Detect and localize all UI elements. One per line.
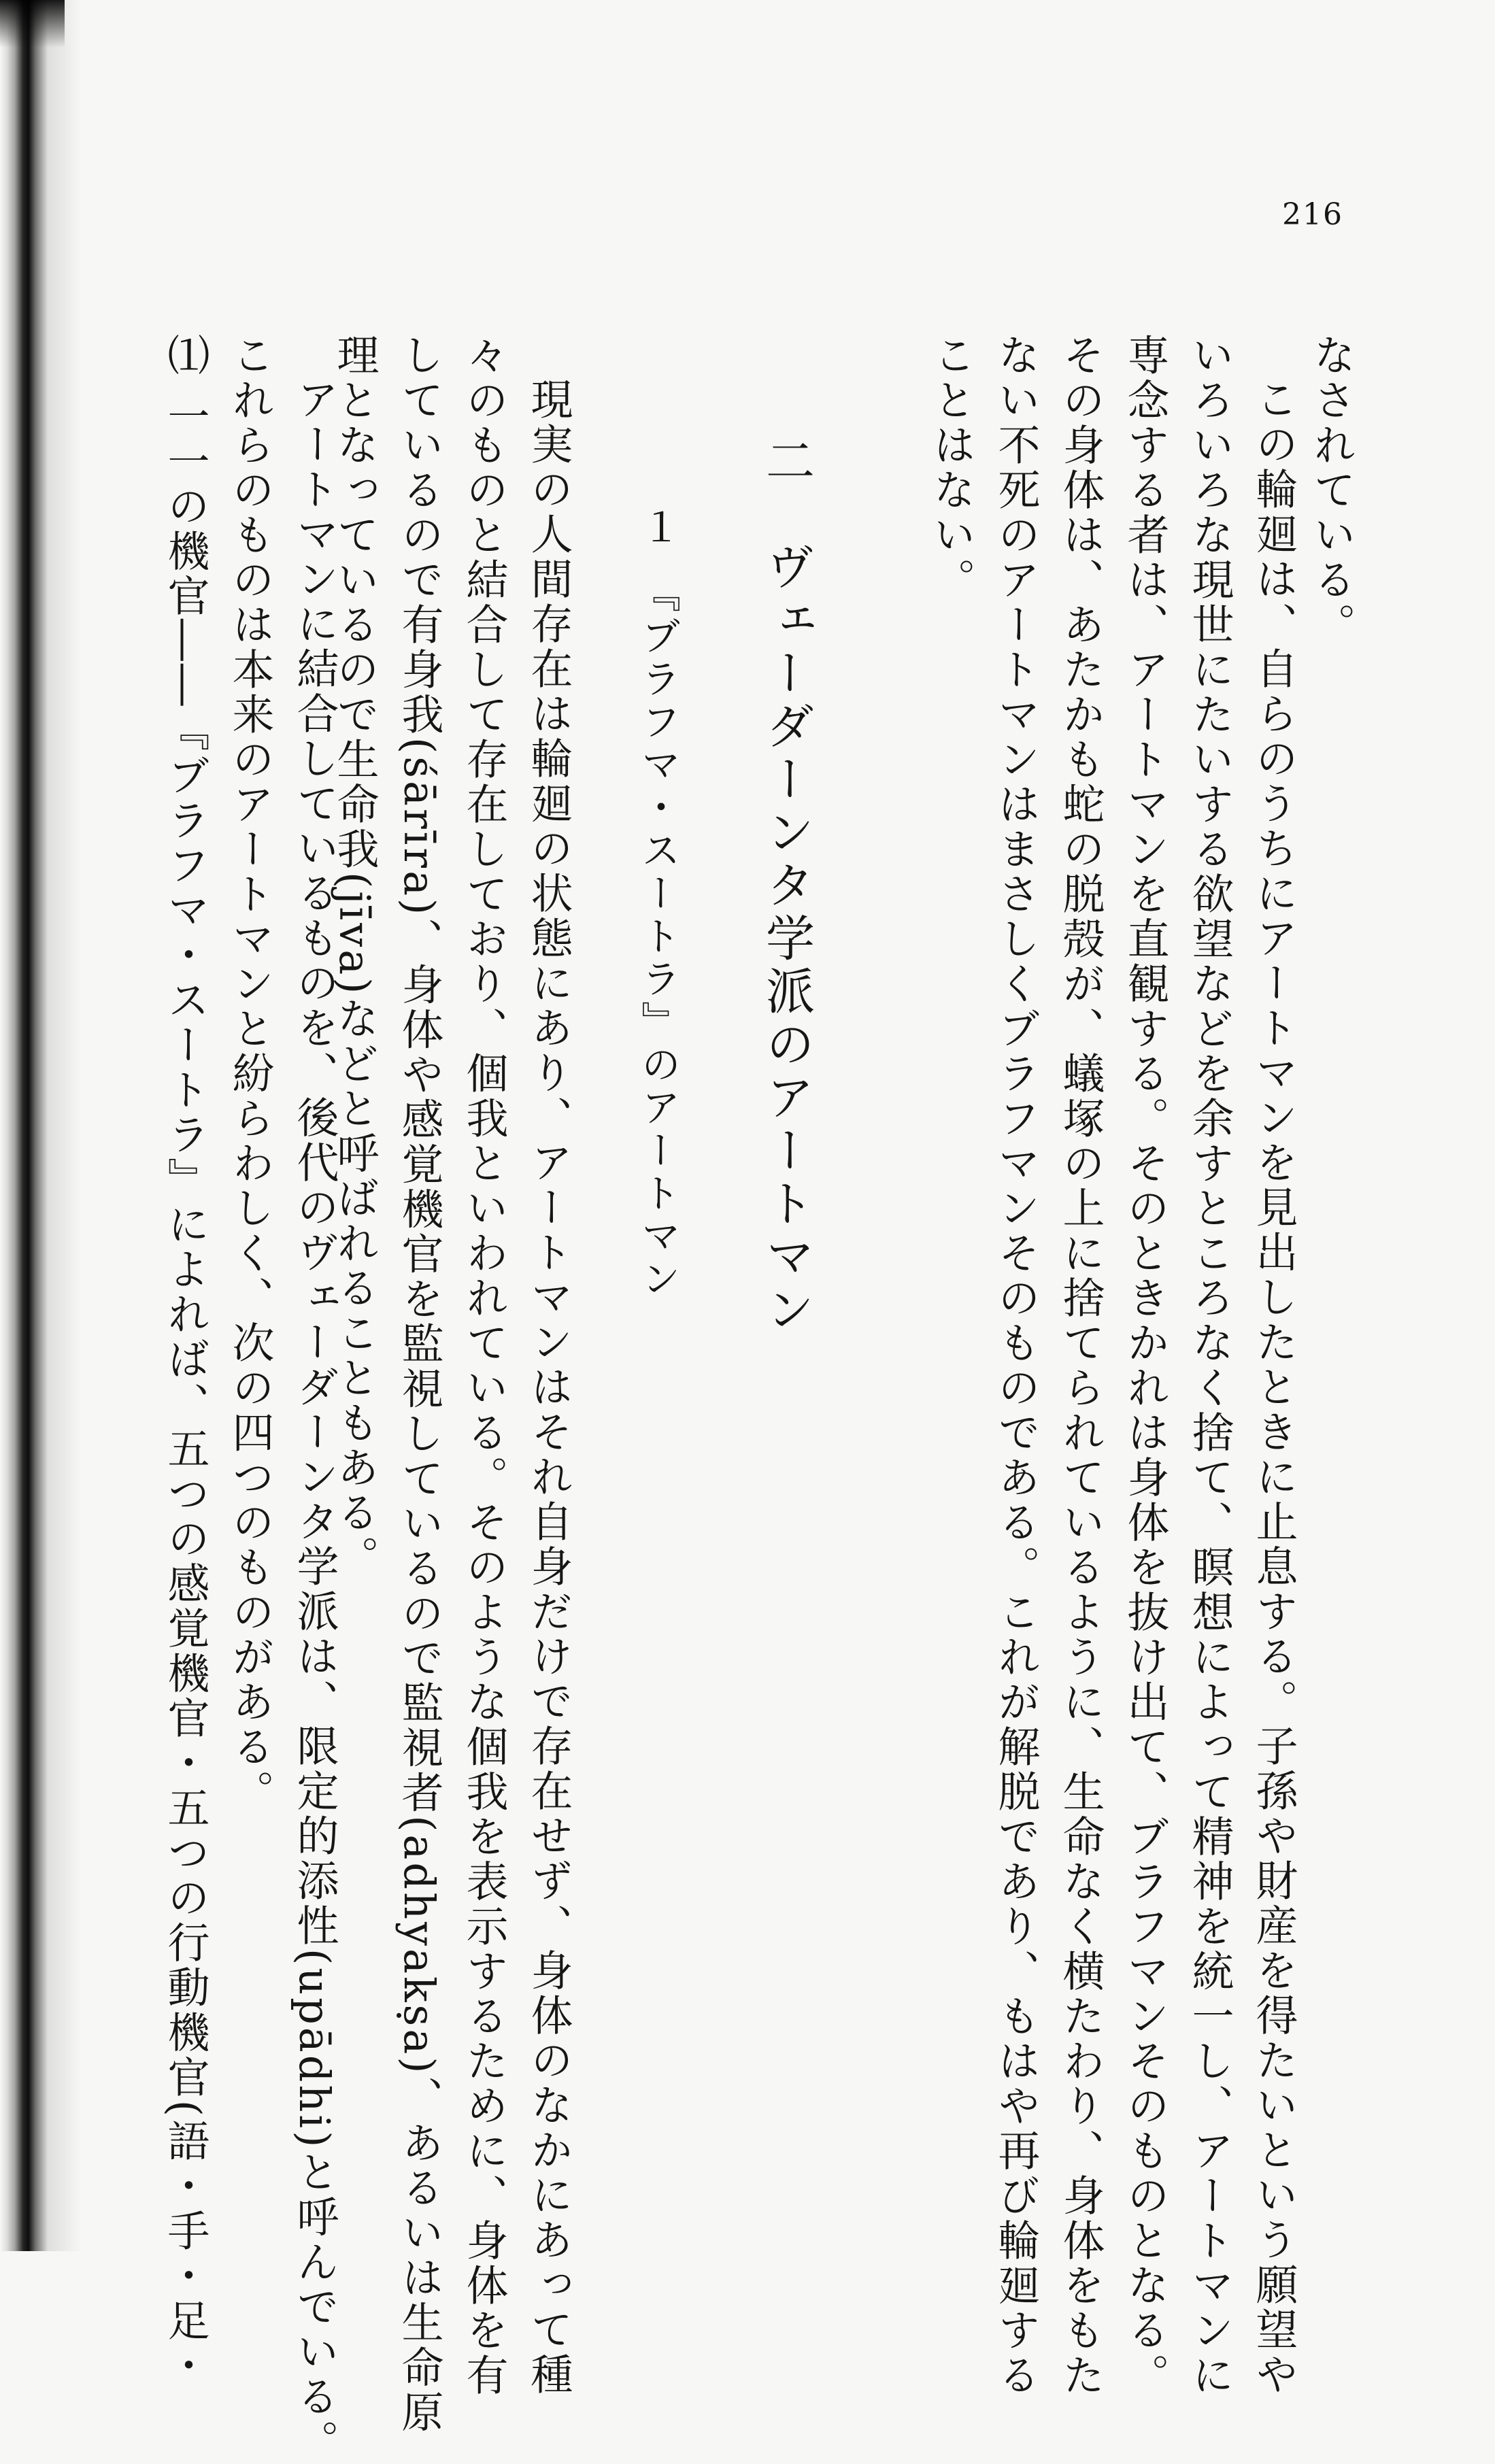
text-column: ない不死のアートマンはまさしくブラフマンそのものである。これが解脱であり、もはや再び輪廻する — [991, 333, 1041, 2398]
text-column: 々のものと結合して存在しており、個我といわれている。そのような個我を表示するために、身体を有 — [459, 333, 509, 2398]
subsection-heading: １ 『ブラフマ・スートラ』のアートマン — [635, 507, 681, 1301]
text-column: 理となっているので生命我(jīva)などと呼ばれることもある。 — [330, 333, 380, 1581]
text-column: ことはない。 — [926, 333, 976, 603]
text-column: 現実の人間存在は輪廻の状態にあり、アートマンはそれ自身だけで存在せず、身体のなかにあって種 — [524, 377, 573, 2397]
binding-shadow-top — [0, 0, 65, 48]
text-column: しているので有身我(śārīra)、身体や感覚機官を監視しているので監視者(adhyakṣa)、あるいは生命原 — [394, 333, 444, 2435]
text-column: なされている。 — [1307, 333, 1356, 647]
text-column: この輪廻は、自らのうちにアートマンを見出したときに止息する。子孫や財産を得たいという願望や — [1249, 377, 1298, 2397]
text-column: 専念する者は、アートマンを直観する。そのときかれは身体を抜け出て、ブラフマンそのものとなる。 — [1120, 333, 1170, 2398]
text-column: アートマンに結合しているものを、後代のヴェーダーンタ学派は、限定的添性(upādhi)と呼んでいる。 — [290, 377, 339, 2464]
text-column: その身体は、あたかも蛇の脱殻が、蟻塚の上に捨てられているように、生命なく横たわり、身体をもた — [1056, 333, 1105, 2398]
text-column: ⑴ 一一の機官――『ブラフマ・スートラ』によれば、五つの感覚機官・五つの行動機官(語・手・足・ — [161, 333, 210, 2389]
page-number: 216 — [1282, 197, 1343, 232]
section-heading: 二 ヴェーダーンタ学派のアートマン — [758, 435, 815, 1337]
book-binding-shadow — [0, 0, 82, 2251]
text-column: いろいろな現世にたいする欲望などを余すところなく捨て、瞑想によって精神を統一し、アートマンに — [1185, 333, 1234, 2398]
text-column: これらのものは本来のアートマンと紛らわしく、次の四つのものがある。 — [225, 333, 275, 1815]
